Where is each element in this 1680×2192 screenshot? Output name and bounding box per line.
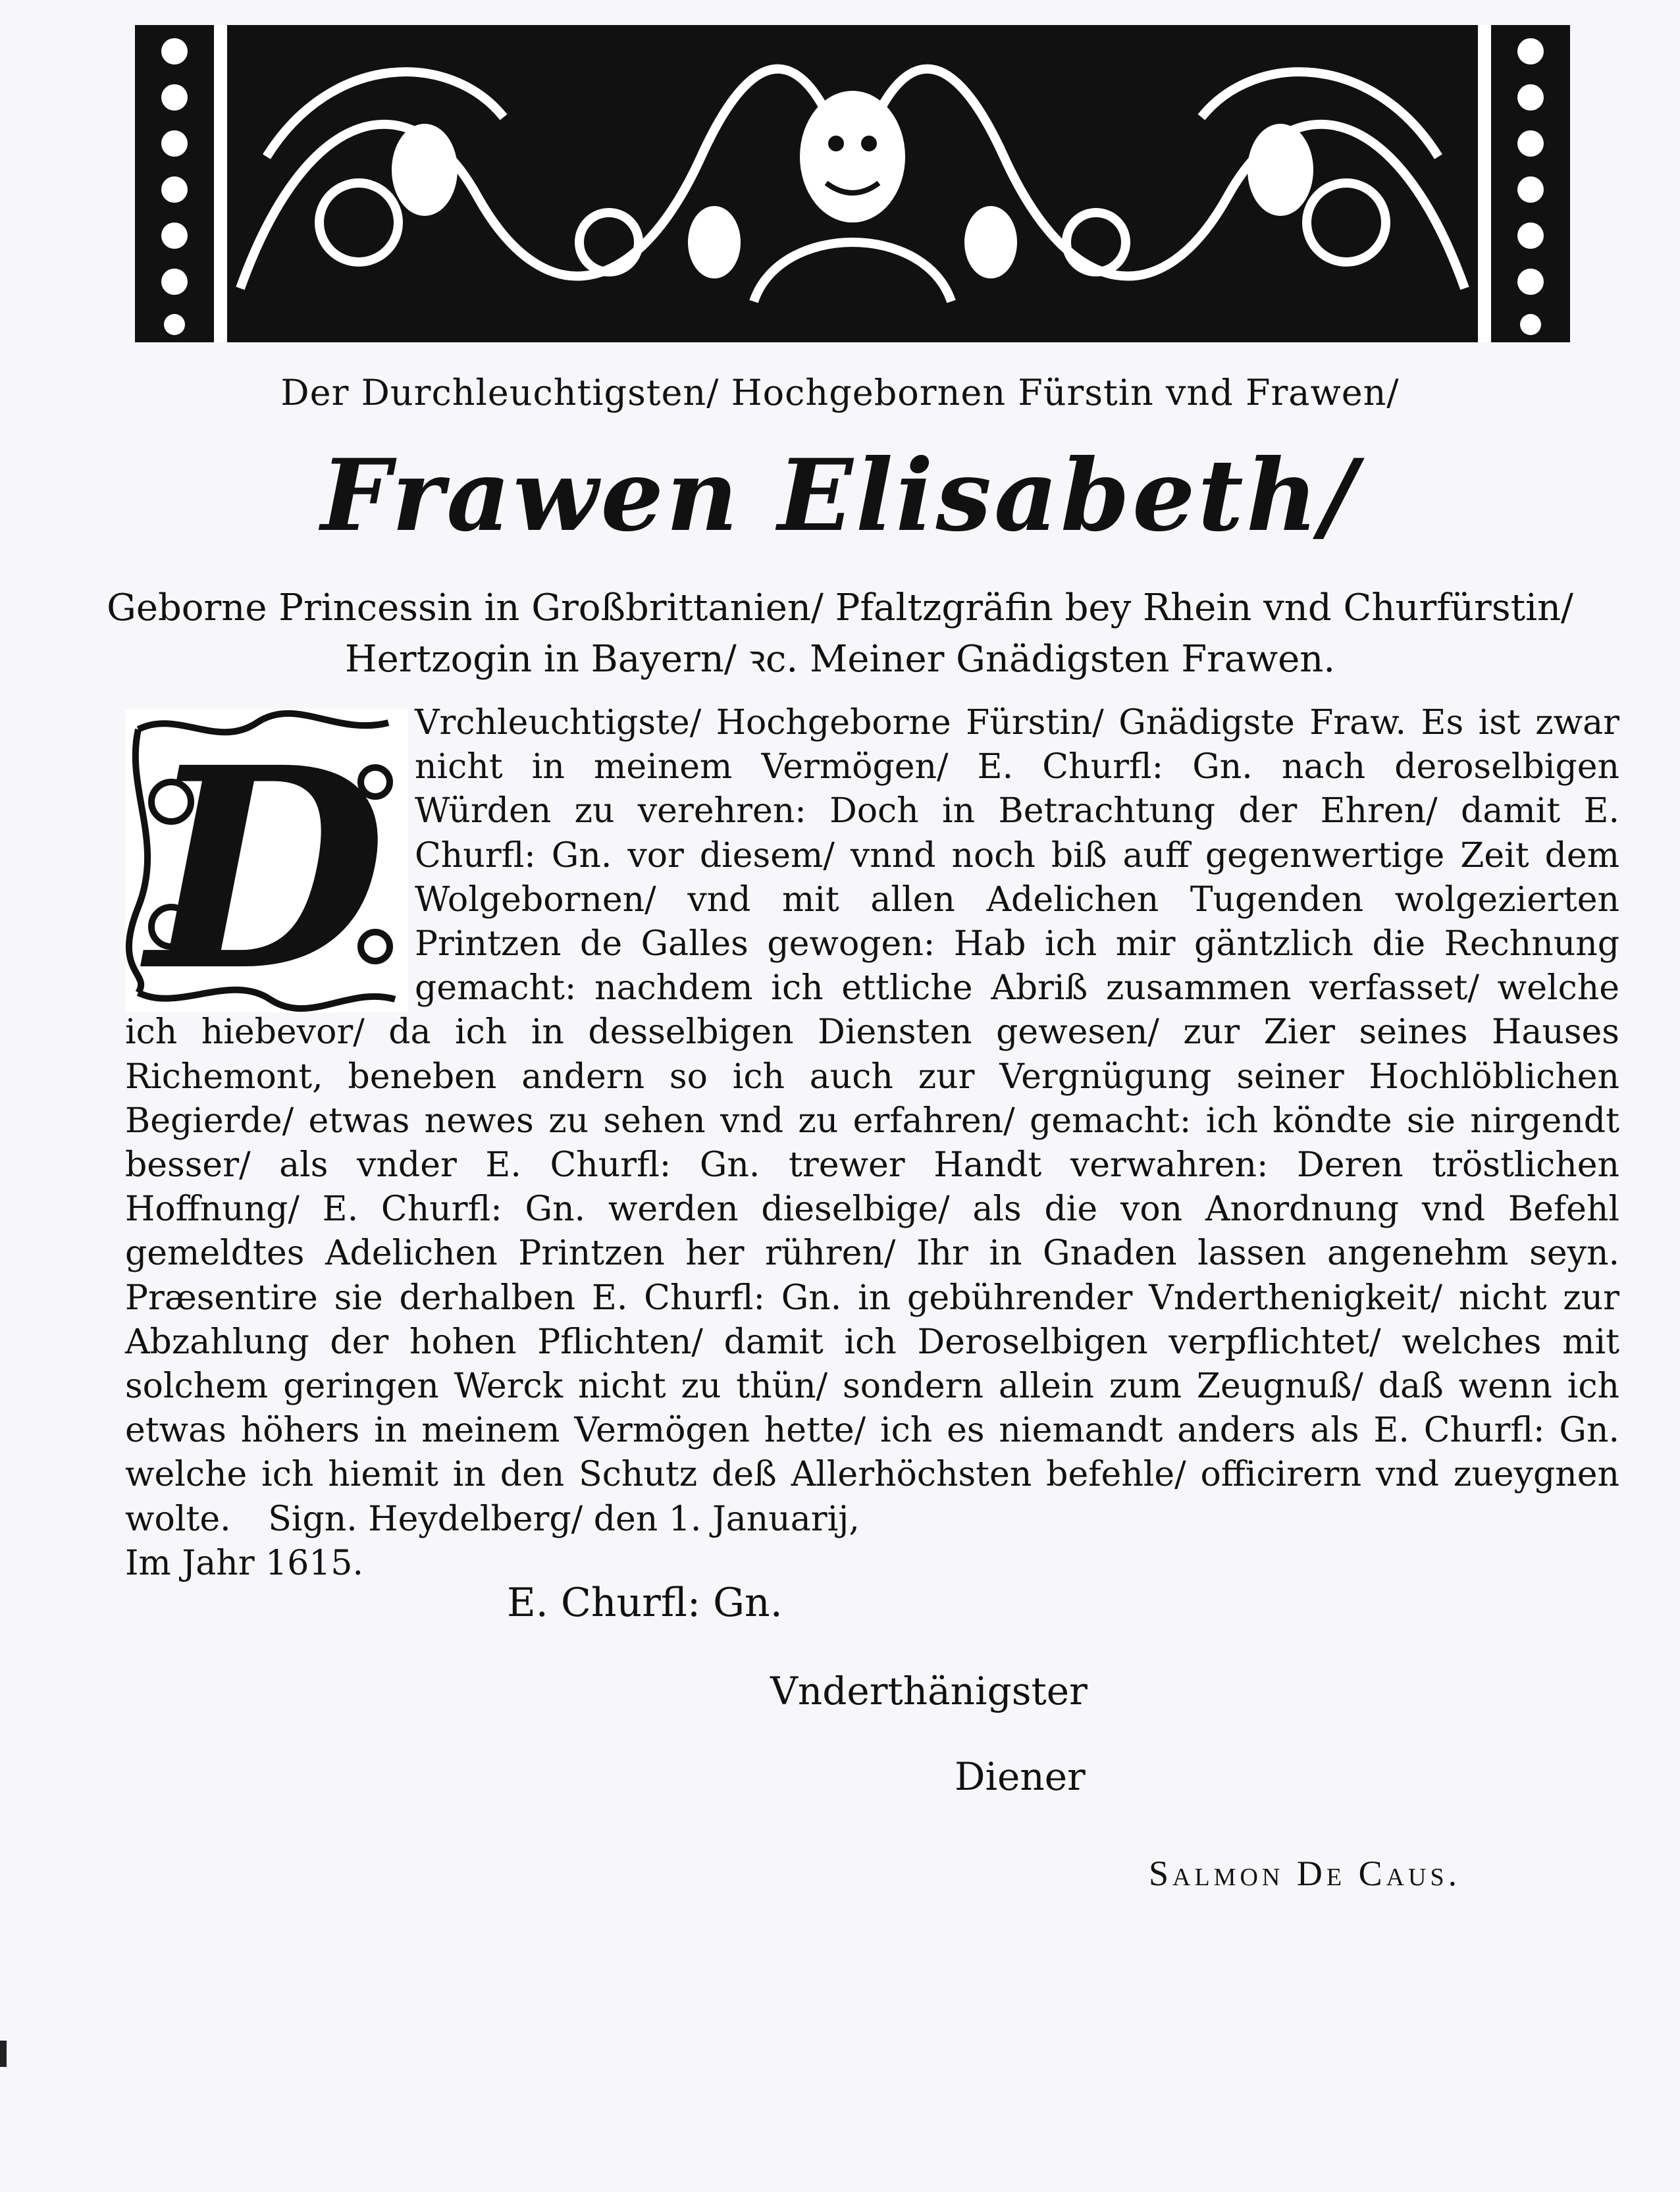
- initial-letter: D: [146, 710, 387, 1012]
- decorated-initial-d-icon: [125, 710, 408, 1012]
- salutation-line: Der Durchleuchtigsten/ Hochgebornen Fürstin vnd Frawen/: [280, 372, 1400, 413]
- dedicatee-name: Frawen Elisabeth/: [321, 438, 1359, 554]
- signature: Salmon De Caus.: [1149, 1854, 1461, 1893]
- edge-mark: [0, 2041, 7, 2067]
- year-line: Im Jahr 1615.: [125, 1543, 363, 1583]
- ornamental-header-band: [135, 25, 1570, 342]
- closing-humble: Vnderthänigster: [770, 1669, 1088, 1713]
- titles-line-1: Geborne Princessin in Großbrittanien/ Pfaltzgräfin bey Rhein vnd Churfürstin/: [107, 587, 1573, 629]
- body-text: Vrchleuchtigste/ Hochgeborne Fürstin/ Gnädigste Fraw. Es ist zwar nicht in meinem Vermögen/ E. Churfl: Gn. nach deroselbigen Würden zu verehren: Doch in Betrachtung der Ehren/ damit E. Churfl: Gn. vor diesem/ vnnd noch biß auff gegenwertige Zeit dem Wolgebornen/ vnd mit allen Adelichen Tugenden wolgezierten Printzen de Galles gewogen: Hab ich mir gäntzlich die Rechnung gemacht: nachdem ich ettliche Abriß zusammen verfasset/ welche ich hiebevor/ da ich in desselbigen Diensten gewesen/ zur Zier seines Hauses Richemont, beneben andern so ich auch zur Vergnügung seiner Hochlöblichen Begierde/ etwas newes zu sehen vnd zu erfahren/ gemacht: ich köndte sie nirgendt besser/ als vnder E. Churfl: Gn. trewer Handt verwahren: Deren tröstlichen Hoffnung/ E. Churfl: Gn. werden dieselbige/ als die von Anordnung vnd Befehl gemeldtes Adelichen Printzen her rühren/ Ihr in Gnaden lassen angenehm seyn. Præsentire sie derhalben E. Churfl: Gn. in gebührender Vnderthenigkeit/ nicht zur Abzahlung der hohen Pflichten/ damit ich Deroselbigen verpflichtet/ welches mit solchem geringen Werck nicht zu thün/ sondern allein zum Zeugnuß/ daß wenn ich etwas höhers in meinem Vermögen hette/ ich es niemandt anders als E. Churfl: Gn. welche ich hiemit in den Schutz deß Allerhöchsten befehle/ officirern vnd zueygnen wolte.: [125, 703, 1619, 1539]
- titles-line-2: Hertzogin in Bayern/ ꝛc. Meiner Gnädigsten Frawen.: [344, 638, 1336, 681]
- closing-address: E. Churfl: Gn.: [507, 1580, 783, 1626]
- dedicatee-titles: [0, 583, 1680, 685]
- dateline: Sign. Heydelberg/ den 1. Januarij,: [268, 1499, 860, 1539]
- woodcut-ornament-icon: [135, 25, 1570, 342]
- closing-servant: Diener: [955, 1754, 1086, 1799]
- decorated-initial: [125, 710, 408, 1012]
